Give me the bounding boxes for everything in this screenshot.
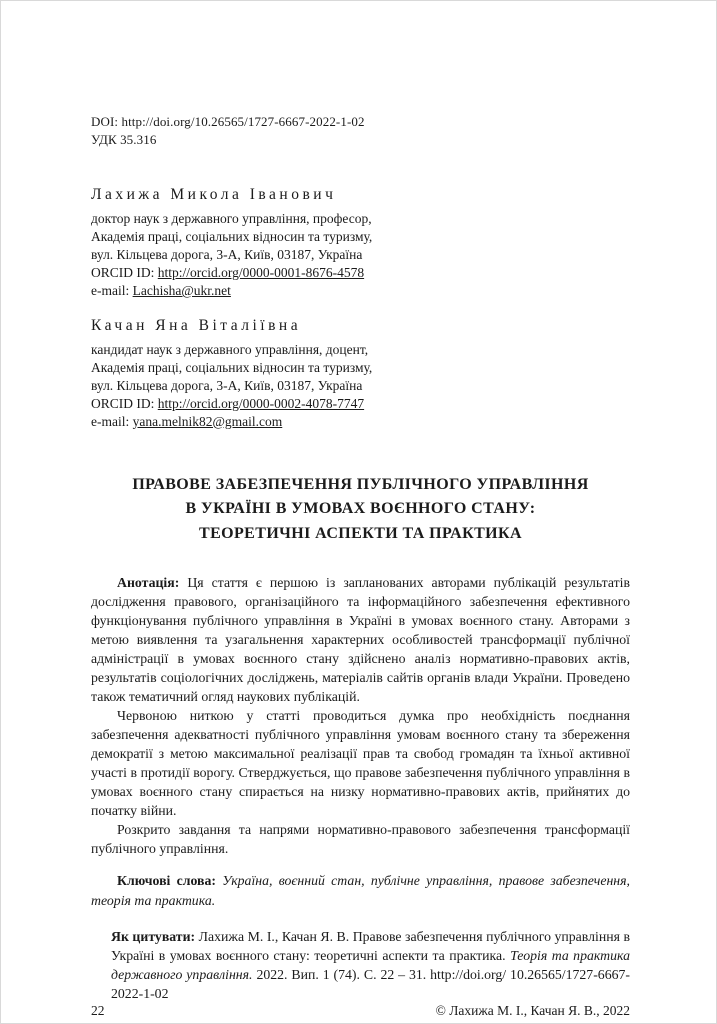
author-1-email-line	[91, 282, 630, 300]
author-2-name: Качан Яна Віталіївна	[91, 316, 302, 334]
author-2-orcid-link[interactable]: http://orcid.org/0000-0002-4078-7747	[157, 395, 365, 411]
author-2-degree: кандидат наук з державного управління, доцент,	[91, 341, 369, 357]
author-1-affiliation: Академія праці, соціальних відносин та туризму,	[91, 229, 373, 245]
author-2-address: вул. Кільцева дорога, 3-А, Київ, 03187, Україна	[91, 377, 363, 393]
author-1-degree: доктор наук з державного управління, професор,	[91, 211, 372, 227]
citation-block	[111, 927, 630, 1003]
author-block-2	[91, 317, 630, 431]
title-line-1: ПРАВОВЕ ЗАБЕЗПЕЧЕННЯ ПУБЛІЧНОГО УПРАВЛІННЯ	[132, 475, 589, 493]
abstract-section	[91, 573, 630, 858]
keywords-line	[91, 871, 630, 909]
author-2-email-line	[91, 413, 630, 431]
abstract-paragraph-3: Розкрито завдання та напрями нормативно-правового забезпечення трансформації публічного управління.	[91, 822, 630, 857]
abstract-paragraph-1	[91, 573, 630, 706]
keywords-text: Україна, воєнний стан, публічне управління, правове забезпечення, теорія та практика.	[91, 873, 630, 908]
author-1-name: Лахижа Микола Іванович	[91, 186, 337, 204]
article-meta	[91, 113, 630, 148]
author-1-email-link[interactable]: Lachisha@ukr.net	[132, 282, 231, 298]
title-line-3: ТЕОРЕТИЧНІ АСПЕКТИ ТА ПРАКТИКА	[199, 525, 522, 543]
article-title	[91, 473, 630, 547]
title-line-2: В УКРАЇНІ В УМОВАХ ВОЄННОГО СТАНУ:	[185, 500, 536, 518]
author-2-affiliation: Академія праці, соціальних відносин та туризму,	[91, 359, 373, 375]
orcid-label: ORCID ID:	[91, 264, 158, 280]
email-label: e-mail:	[91, 413, 133, 429]
author-1-orcid-link[interactable]: http://orcid.org/0000-0001-8676-4578	[157, 264, 365, 280]
author-2-email-link[interactable]: yana.melnik82@gmail.com	[132, 413, 283, 429]
abstract-label: Анотація:	[117, 575, 180, 591]
author-block-1	[91, 186, 630, 300]
citation-part1: Лахижа М. І., Качан Я. В. Правове забезпечення публічного управління в Україні в умовах воєнного стану: теоретичні аспекти та практика.	[111, 928, 630, 963]
keywords-label: Ключові слова:	[117, 873, 216, 889]
author-2-orcid-line	[91, 395, 630, 413]
email-label: e-mail:	[91, 282, 133, 298]
citation-text	[111, 927, 630, 1003]
page-number: 22	[91, 1002, 105, 1018]
copyright-line: © Лахижа М. І., Качан Я. В., 2022	[435, 1002, 630, 1018]
doi-line: DOI: http://doi.org/10.26565/1727-6667-2022-1-02	[91, 114, 365, 129]
author-1-address: вул. Кільцева дорога, 3-А, Київ, 03187, Україна	[91, 247, 363, 262]
citation-journal-title: Теорія та практика державного управління.	[111, 947, 631, 982]
page-footer	[91, 1003, 630, 1019]
abstract-p1-text: Ця стаття є першою із запланованих авторами публікацій результатів дослідження правового, організаційного та інформаційного забезпечення ефективного функціонування публічного управління в Україні в умовах воєнного стану. Авторами з метою виявлення та узагальнення характерних особливостей трансформації публічної адміністрації в умовах воєнного стану здійснено аналіз нормативно-правових актів, результатів соціологічних досліджень, матеріалів сайтів органів влади України. Проведено також тематичний огляд наукових публікацій.	[91, 575, 631, 705]
author-1-orcid-line	[91, 264, 630, 282]
citation-part2: 2022. Вип. 1 (74). С. 22 – 31. http://doi.org/ 10.26565/1727-6667-2022-1-02	[111, 966, 630, 1001]
citation-label: Як цитувати:	[111, 928, 196, 944]
udk-line: УДК 35.316	[91, 131, 157, 147]
abstract-paragraph-2: Червоною ниткою у статті проводиться думка про необхідність поєднання забезпечення адекватності публічного управління умовам воєнного стану та збереження демократії з метою максимальної реалізації прав та свобод громадян та їхньої активної участі в протидії ворогу. Стверджується, що правове забезпечення публічного управління в умовах воєнного стану спирається на низку нормативно-правових актів, прийнятих до початку війни.	[91, 708, 630, 819]
orcid-label: ORCID ID:	[91, 395, 158, 411]
